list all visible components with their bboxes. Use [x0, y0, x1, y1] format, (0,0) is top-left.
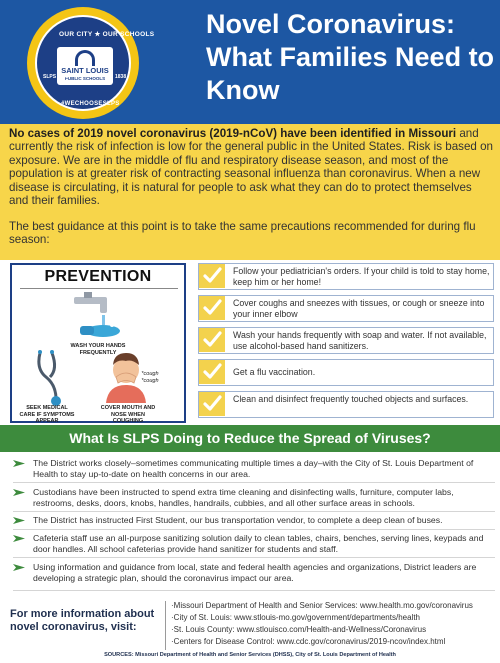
arrow-bullet-icon — [13, 459, 27, 468]
seal-est-right: 1838 — [115, 74, 127, 80]
wash-hands-caption: WASH YOUR HANDS FREQUENTLY — [70, 343, 126, 356]
action-text: The District has instructed First Student, our bus transportation vendor, to complete a deep clean of buses. — [33, 515, 443, 525]
checkmark-icon — [203, 394, 222, 413]
seal-top-text: OUR CITY ★ OUR SCHOOLS — [59, 31, 155, 38]
info-link[interactable]: ·City of St. Louis: www.stlouis-mo.gov/government/departments/health — [171, 613, 420, 622]
slps-seal-logo — [27, 7, 155, 119]
seal-bottom-text: #WECHOOSESLPS — [61, 101, 120, 107]
action-text: Custodians have been instructed to spend extra time cleaning and disinfecting walls, furniture, computer labs, restrooms, desks, doors, knobs, handles, handrails, cubbies, and all other surface areas in schools. — [33, 487, 454, 508]
checklist-text: Cover coughs and sneezes with tissues, or cough or sneeze into your inner elbow — [233, 298, 485, 319]
divider — [13, 482, 495, 483]
seal-sub: PUBLIC SCHOOLS — [64, 76, 106, 81]
checklist-text: Wash your hands frequently with soap and water. If not available, use alcohol-based hand sanitizers. — [233, 330, 487, 351]
checklist-item — [198, 295, 494, 322]
action-text: Using information and guidance from local, state and federal health agencies and organizations, District leaders are developing a strategic plan, should the coronavirus impact our area. — [33, 562, 477, 583]
intro-paragraph — [9, 127, 493, 207]
check-box — [199, 296, 225, 320]
page-title: Novel Coronavirus: What Families Need to Know — [206, 9, 495, 105]
action-text: Cafeteria staff use an all-purpose sanitizing solution daily to clean tables, chairs, benches, serving lines, keypads and door handles. All school cafeterias provide hand sanitizer for students and staff. — [33, 533, 484, 554]
checkmark-icon — [203, 266, 222, 285]
checklist-text: Get a flu vaccination. — [233, 367, 316, 377]
slps-heading: What Is SLPS Doing to Reduce the Spread of Viruses? — [69, 430, 431, 446]
divider — [13, 557, 495, 558]
checklist-item — [198, 263, 494, 290]
prevention-box — [10, 263, 186, 423]
action-text: The District works closely–sometimes communicating multiple times a day–with the City of St. Louis Department of Health to stay up-to-date on health concerns in our area. — [33, 458, 474, 479]
check-box — [199, 392, 225, 416]
divider — [13, 590, 495, 591]
hands-icon — [80, 320, 120, 337]
sources-footer: SOURCES: Missouri Department of Health and Senior Services (DHSS), City of St. Louis Department of Health — [104, 652, 396, 658]
checklist-item — [198, 391, 494, 418]
arrow-bullet-icon — [13, 488, 27, 497]
divider — [13, 529, 495, 530]
arrow-bullet-icon — [13, 516, 27, 525]
checkmark-icon — [203, 330, 222, 349]
arch-icon — [75, 50, 95, 66]
intro-rest: and currently the risk of infection is low for the general public in the United States. Risk is based on exposure. We are in the middle of flu and respiratory disease season, and most of the population is at greater risk of contracting seasonal influenza than coronavirus. When a new disease is circulating, it is natural for people to ask what they can do to protect themselves and their families. — [9, 127, 493, 208]
cover-mouth-caption: COVER MOUTH AND NOSE WHEN COUGHING — [100, 405, 156, 424]
stethoscope-icon — [38, 350, 61, 406]
checklist-text: Follow your pediatrician's orders. If your child is told to stay home, keep him or her home! — [233, 266, 490, 287]
guidance-paragraph: The best guidance at this point is to take the same precautions recommended for during flu season: — [9, 220, 476, 247]
prevention-title: PREVENTION — [44, 268, 152, 285]
arrow-bullet-icon — [13, 563, 27, 572]
intro-bold: No cases of 2019 novel coronavirus (2019-nCoV) have been identified in Missouri — [9, 127, 457, 140]
seal-inner — [35, 15, 155, 111]
checkmark-icon — [203, 298, 222, 317]
checklist-item — [198, 359, 494, 386]
cough-sound-text: *cough *cough — [141, 371, 159, 384]
seal-est-left: SLPS 1838 — [43, 74, 69, 80]
seal-name: SAINT LOUIS — [61, 66, 109, 75]
medical-care-caption: SEEK MEDICAL CARE IF SYMPTOMS APPEAR — [19, 405, 75, 424]
check-box — [199, 264, 225, 288]
arrow-bullet-icon — [13, 534, 27, 543]
checklist-item — [198, 327, 494, 354]
info-divider — [165, 601, 166, 650]
check-box — [199, 360, 225, 384]
more-info-label: For more information about novel coronavirus, visit: — [10, 608, 155, 633]
info-link[interactable]: ·Centers for Disease Control: www.cdc.gov/coronavirus/2019-ncov/index.html — [171, 637, 446, 646]
checklist-text: Clean and disinfect frequently touched objects and surfaces. — [233, 394, 469, 404]
faucet-icon — [74, 292, 107, 325]
checkmark-icon — [203, 362, 222, 381]
divider — [13, 511, 495, 512]
check-box — [199, 328, 225, 352]
info-link[interactable]: ·St. Louis County: www.stlouisco.com/Health-and-Wellness/Coronavirus — [171, 625, 427, 634]
info-link[interactable]: ·Missouri Department of Health and Senior Services: www.health.mo.gov/coronavirus — [171, 601, 473, 610]
